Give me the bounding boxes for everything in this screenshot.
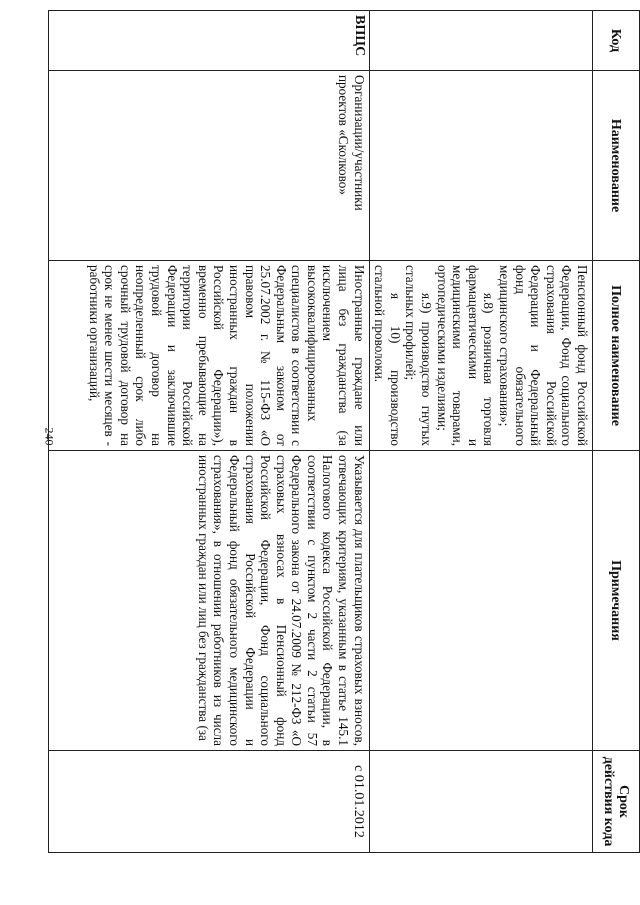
cell-validity-continued <box>369 751 592 853</box>
cell-notes: Указывается для плательщиков страховых взносов, отвечающих критериям, указанным в статье 145.1 Налогового кодекса Российской Федерации, в соответствии с пунктом 2 части 2 статьи 57 Федерального закона от 24.07.2009 № 212-ФЗ «О страховых взносах в Пенсионный фонд Российской Федерации, Фонд социального страхования Российской Федерации и Федеральный фонд обязательного медицинского страхования», в отношении работников из числа иностранных граждан или лиц без гражданства (за <box>49 451 370 751</box>
header-notes: Примечания <box>593 451 640 751</box>
header-code: Код <box>593 11 640 71</box>
header-full-name: Полное наименование <box>593 261 640 451</box>
cell-name-continued <box>369 71 592 261</box>
cell-validity: с 01.01.2012 <box>49 751 370 853</box>
header-validity: Срок действия кода <box>593 751 640 853</box>
list-item-9: я.9) производство гнутых стальных профилей; <box>403 265 435 446</box>
table-row-vpcs <box>49 11 370 853</box>
cell-name: Организации/участники проектов «Сколково» <box>49 71 370 261</box>
full-name-intro: Пенсионный фонд Российской Федерации, Фонд социального страхования Российской Федерации и Федеральный фонд обязательного медицинского страхования»; <box>497 265 590 446</box>
list-item-8: я.8) розничная торговля фармацевтическими и медицинскими товарами, ортопедическими изделиями; <box>434 265 497 446</box>
codes-table-wrapper <box>48 10 640 852</box>
cell-code: ВПЦС <box>49 11 370 71</box>
table-row-continued <box>369 11 592 853</box>
codes-table <box>48 10 640 853</box>
cell-full-name: Иностранные граждане или лица без гражданства (за исключением высококвалифицированных специалистов в соответствии с Федеральным законом от 25.07.2002 г. № 115-ФЗ «О правовом положении иностранных граждан в Российской Федерации»), временно пребывающие на территории Российской Федерации и заключившие трудовой договор на неопределенный срок либо срочный трудовой договор на срок не менее шести месяцев - работники организаций, <box>49 261 370 451</box>
page-number: 240 <box>42 427 57 446</box>
cell-notes-continued <box>369 451 592 751</box>
table-header-row <box>593 11 640 853</box>
cell-full-name-continued <box>369 261 592 451</box>
list-item-10: я 10) производство стальной проволоки. <box>372 265 403 446</box>
cell-code-continued <box>369 11 592 71</box>
header-name: Наименование <box>593 71 640 261</box>
